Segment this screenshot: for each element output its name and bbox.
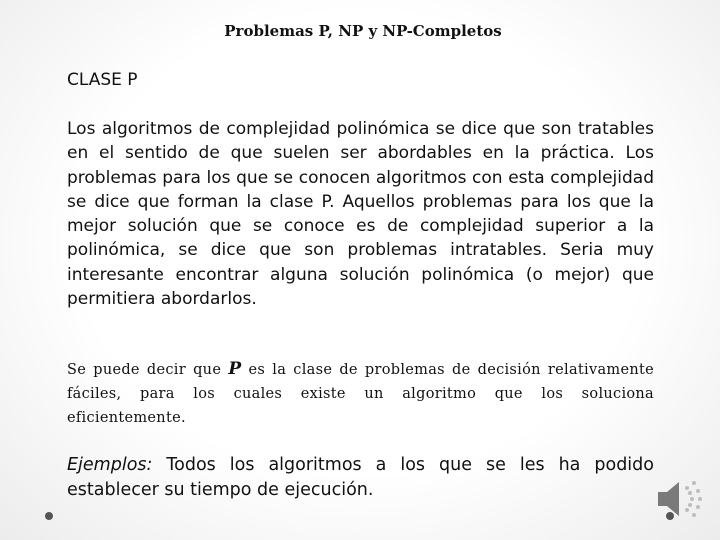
slide-header-title: Problemas P, NP y NP-Completos bbox=[224, 22, 502, 40]
speaker-body bbox=[658, 482, 679, 516]
paragraph-complexity: Los algoritmos de complejidad polinómica se dice que son tratables en el sentido de que suelen ser abordables en la práctica. Los problemas para los que se conocen algoritmos con esta complejidad se dice que forman la clase P. Aquellos problemas para los que la mejor solución que se conoce es de complejidad superior a la polinómica, se dice que son problemas intratables. Seria muy interesante encontrar alguna solución polinómica (o mejor) que permitiera abordarlos. bbox=[67, 119, 654, 310]
sound-wave-dots bbox=[685, 481, 702, 517]
paragraph-definition-start: Se puede decir que bbox=[67, 362, 229, 378]
nav-left-dot-icon[interactable] bbox=[45, 512, 53, 520]
examples-text: Todos los algoritmos a los que se les ha podido establecer su tiempo de ejecución. bbox=[67, 455, 654, 500]
paragraph-definition-end: es la clase de problemas de decisión relativamente fáciles, para los cuales existe un algoritmo que los soluciona eficientemente. bbox=[67, 362, 654, 426]
section-title: CLASE P bbox=[67, 70, 138, 90]
paragraph-definition bbox=[67, 357, 654, 430]
paragraph-examples bbox=[67, 453, 654, 503]
class-p-symbol: P bbox=[228, 359, 242, 379]
speaker-icon[interactable] bbox=[654, 474, 704, 524]
examples-lead: Ejemplos: bbox=[67, 455, 153, 475]
